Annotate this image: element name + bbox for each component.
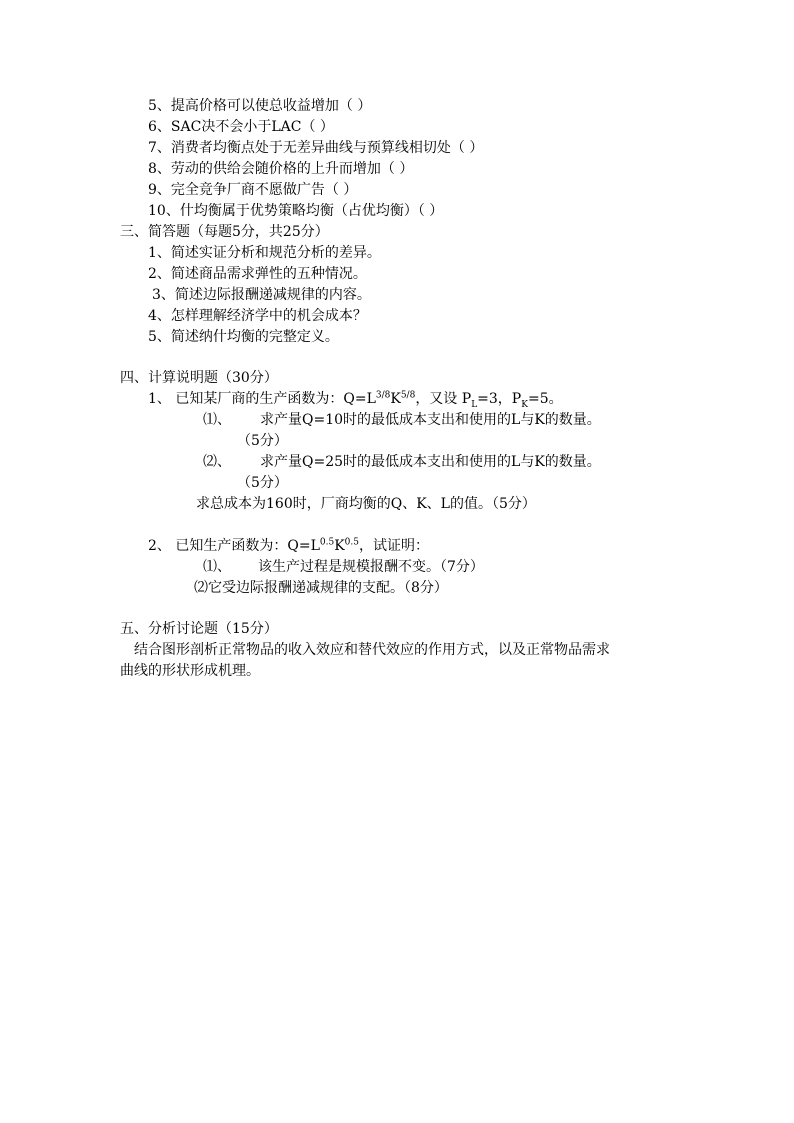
- calc-q1-part2-score: （5分）: [237, 475, 288, 491]
- analysis-line-2: 曲线的形状形成机理。: [120, 663, 260, 679]
- calc-q2-exp-l: 0.5: [319, 537, 335, 548]
- judge-item-9: 9、完全竞争厂商不愿做广告（ ）: [148, 182, 358, 198]
- calc-q2-k: K: [334, 538, 345, 554]
- section-analysis-heading: 五、分析讨论题（15分）: [120, 621, 278, 637]
- calc-q1-exp-k: 5/8: [400, 390, 416, 401]
- judge-item-10: 10、什均衡属于优势策略均衡（占优均衡）（ ）: [148, 203, 444, 219]
- judge-item-7: 7、消费者均衡点处于无差异曲线与预算线相切处（ ）: [148, 140, 484, 156]
- calc-q1-stem: [148, 390, 563, 408]
- calc-q2-part1-num: ⑴、: [203, 559, 231, 575]
- calc-q1-part1-score: （5分）: [237, 433, 288, 449]
- short-answer-item-5: 5、简述纳什均衡的完整定义。: [148, 329, 339, 345]
- section-calc-heading: 四、计算说明题（30分）: [120, 370, 278, 386]
- short-answer-item-3: 3、简述边际报酬递减规律的内容。: [152, 287, 371, 303]
- calc-q2-tail: ，试证明：: [359, 538, 429, 554]
- short-answer-item-4: 4、怎样理解经济学中的机会成本？: [148, 308, 367, 324]
- calc-q1-exp-l: 3/8: [375, 390, 391, 401]
- short-answer-item-2: 2、简述商品需求弹性的五种情况。: [148, 266, 367, 282]
- calc-q1-lead: 1、 已知某厂商的生产函数为：Q=L: [148, 391, 376, 407]
- calc-q2-part1-text: 该生产过程是规模报酬不变。（7分）: [258, 559, 484, 575]
- calc-q1-tail: =5。: [527, 391, 563, 407]
- calc-q1-k: K: [390, 391, 401, 407]
- calc-q2-lead: 2、 已知生产函数为：Q=L: [148, 538, 320, 554]
- calc-q1-mid2: =3，P: [477, 391, 522, 407]
- calc-q2-stem: [148, 537, 429, 555]
- analysis-line-1: 结合图形剖析正常物品的收入效应和替代效应的作用方式，以及正常物品需求: [134, 642, 610, 658]
- section-short-answer-heading: 三、简答题（每题5分，共25分）: [120, 224, 329, 240]
- judge-item-8: 8、劳动的供给会随价格的上升而增加（ ）: [148, 161, 414, 177]
- calc-q2-part2: ⑵它受边际报酬递减规律的支配。（8分）: [194, 580, 448, 596]
- calc-q1-sub-l: L: [471, 399, 478, 410]
- calc-q1-mid: ，又设 P: [415, 391, 472, 407]
- calc-q1-part2-num: ⑵、: [203, 454, 231, 470]
- calc-q1-part3: 求总成本为160时，厂商均衡的Q、K、L的值。（5分）: [196, 496, 536, 512]
- calc-q2-exp-k: 0.5: [344, 537, 359, 548]
- calc-q1-part2-text: 求产量Q=25时的最低成本支出和使用的L与K的数量。: [260, 454, 601, 470]
- calc-q1-sub-k: K: [521, 399, 528, 410]
- short-answer-item-1: 1、简述实证分析和规范分析的差异。: [148, 245, 381, 261]
- calc-q1-part1-text: 求产量Q=10时的最低成本支出和使用的L与K的数量。: [260, 412, 601, 428]
- judge-item-6: 6、SAC决不会小于LAC（ ）: [148, 119, 334, 135]
- calc-q1-part1-num: ⑴、: [203, 412, 231, 428]
- judge-item-5: 5、提高价格可以使总收益增加（ ）: [148, 98, 372, 114]
